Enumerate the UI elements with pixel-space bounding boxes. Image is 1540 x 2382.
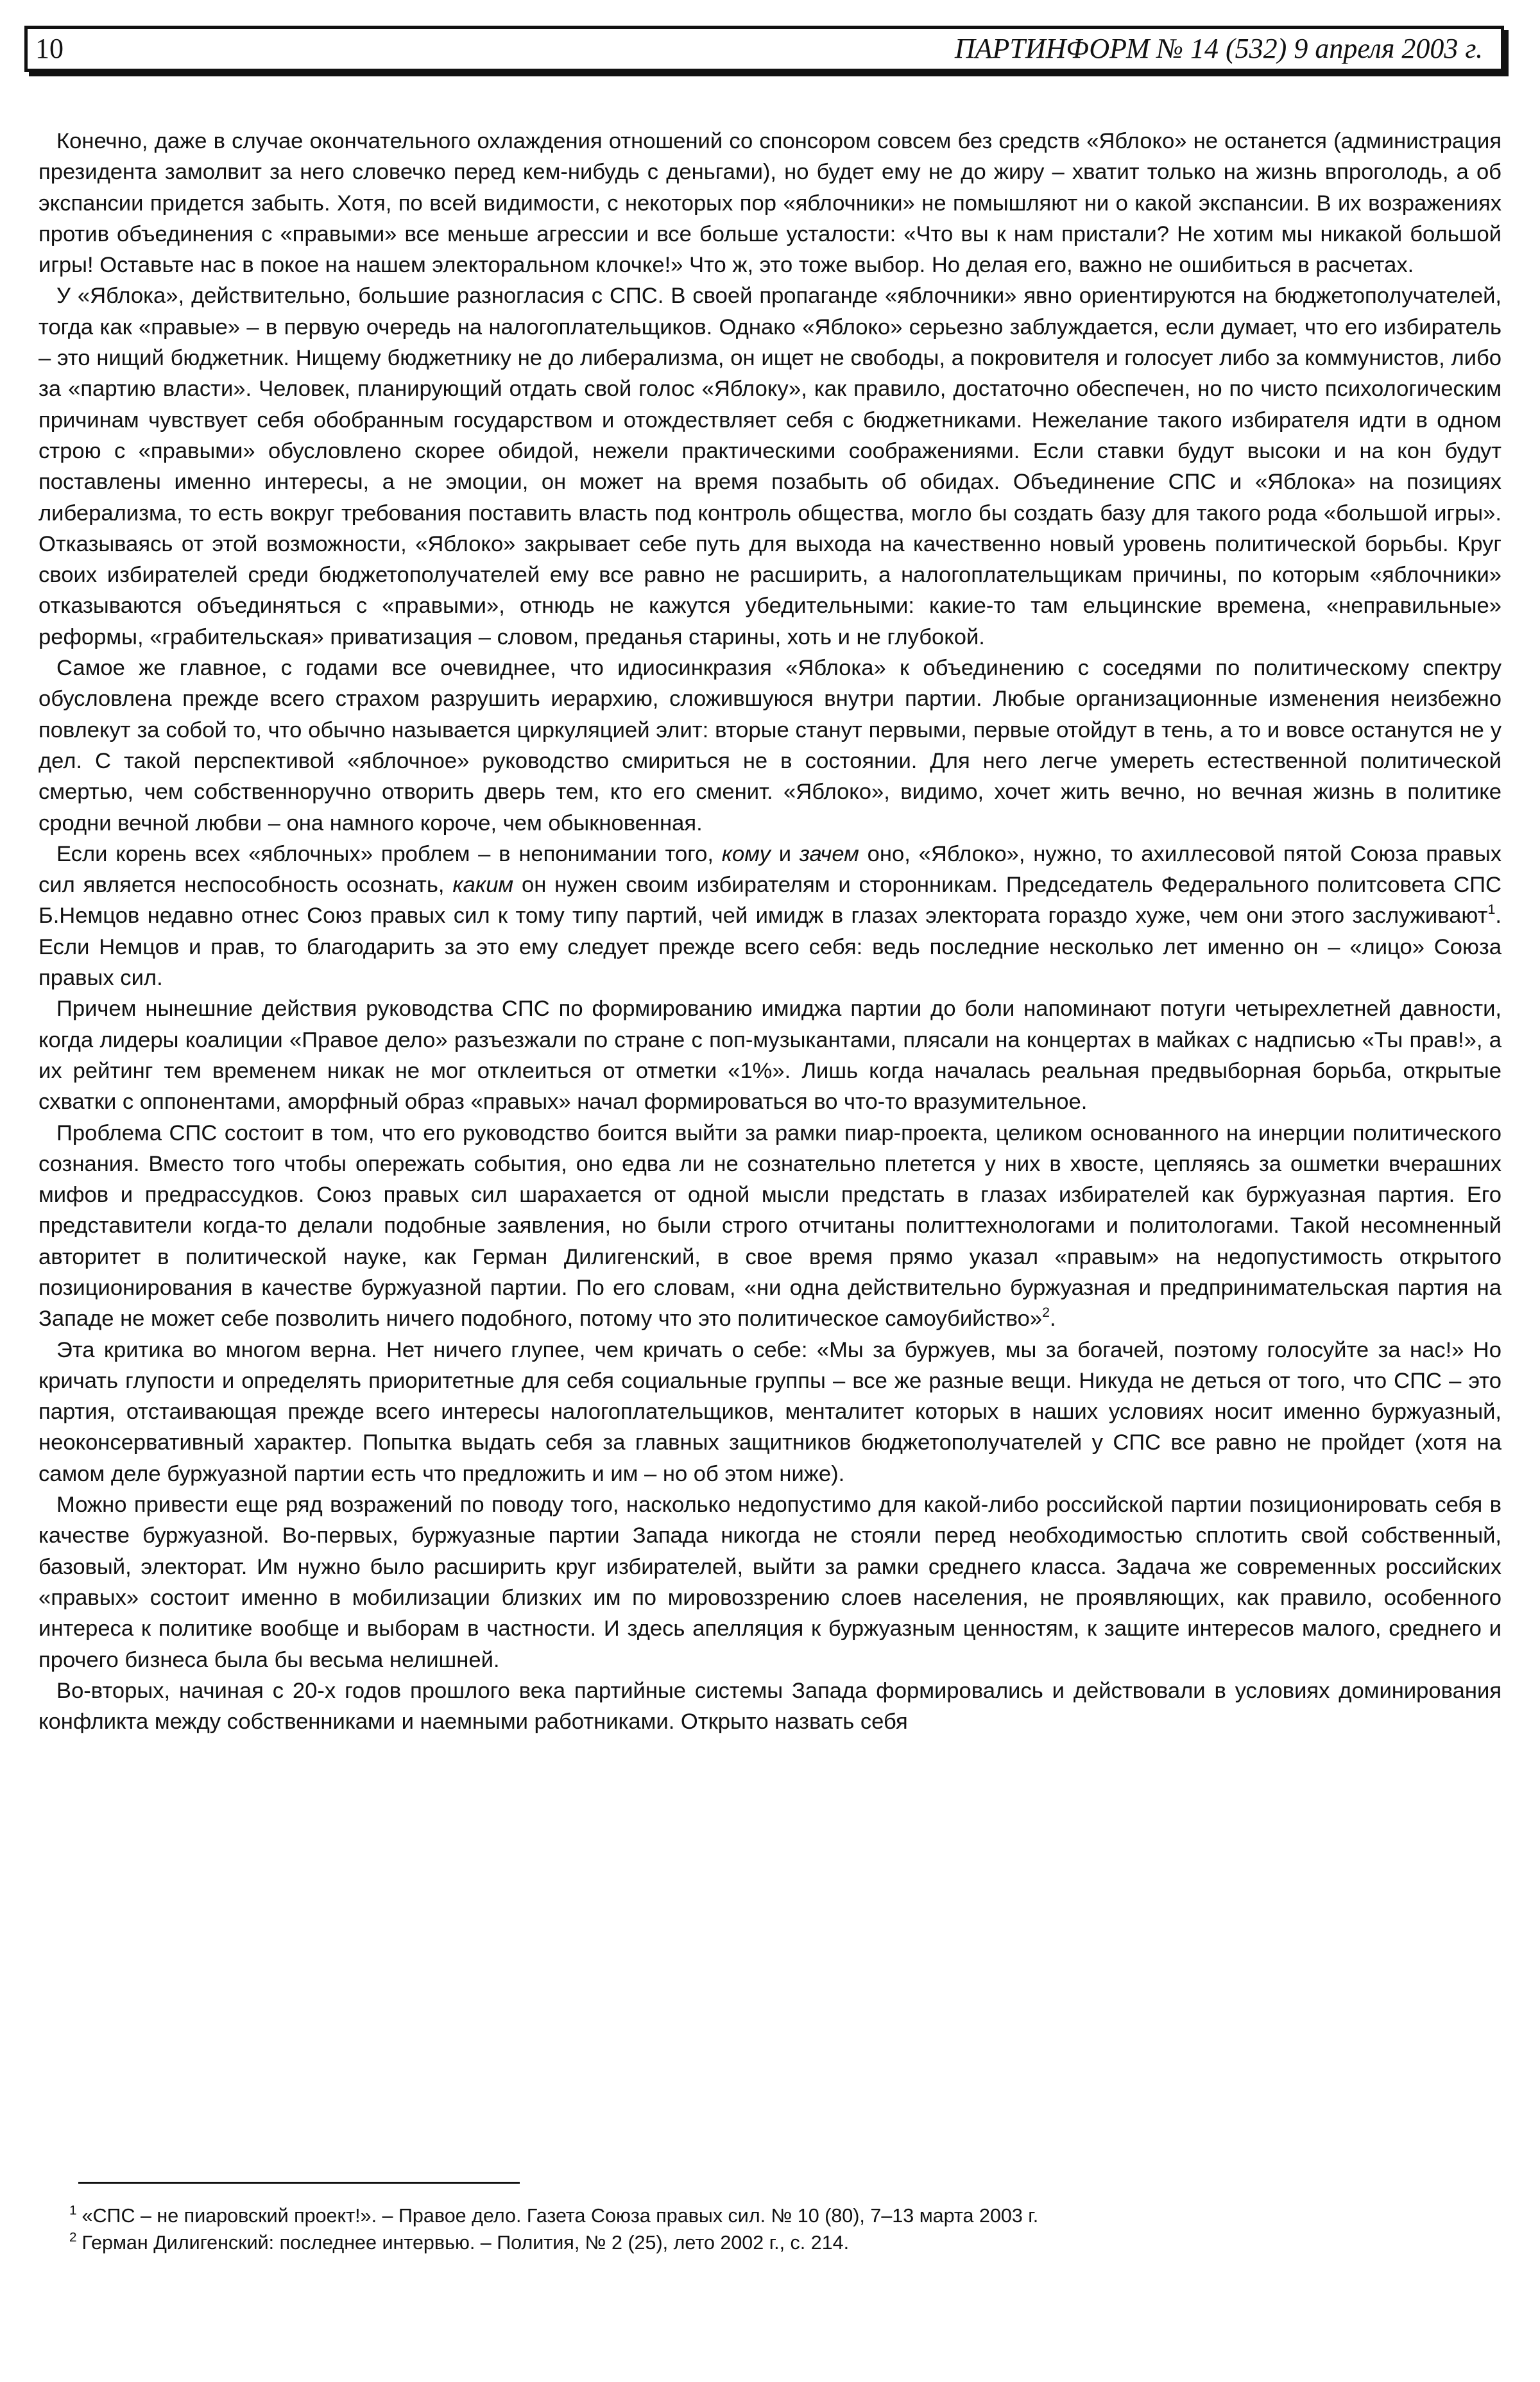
footnote-text: «СПС – не пиаровский проект!». – Правое дело. Газета Союза правых сил. № 10 (80), 7–13 марта 2003 г. [81,2205,1039,2227]
article-body [38,126,1502,1737]
page-header [24,26,1504,72]
paragraph-4-text: оно, «Яблоко», нужно, то ахиллесовой пятой Союза правых сил является неспособность осознать, [38,841,1502,898]
paragraph-6-text: . [1050,1307,1056,1332]
paragraph-5: Причем нынешние действия руководства СПС по формированию имиджа партии до боли напоминают потуги четырехлетней давности, когда лидеры коалиции «Правое дело» разъезжали по стране с поп-музыкантами, плясали на концертах в майках с надписью «Ты прав!», а их рейтинг тем временем никак не мог отклеиться от отметки «1%». Лишь когда началась реальная предвыборная борьба, открытые схватки с оппонентами, аморфный образ «правых» начал формироваться во что-то вразумительное. [38,997,1502,1115]
footnotes [69,2202,1500,2256]
emphasis-kakim: каким [452,873,514,898]
paragraph-4-text: и [770,841,800,866]
paragraph-2: У «Яблока», действительно, большие разногласия с СПС. В своей пропаганде «яблочники» явно ориентируются на бюджетополучателей, тогда как «правые» – в первую очередь на налогоплательщиков. Однако «Яблоко» серьезно заблуждается, если думает, что его избиратель – это нищий бюджетник. Нищему бюджетнику не до либерализма, он ищет не свободы, а покровителя и голосует либо за коммунистов, либо за «партию власти». Человек, планирующий отдать свой голос «Яблоку», как правило, достаточно обеспечен, но по чисто психологическим причинам чувствует себя обобранным государством и отождествляет себя с бюджетниками. Нежелание такого избирателя идти в одном строю с «правыми» обусловлено скорее обидой, нежели практическими соображениями. Если ставки будут высоки и на кон будут поставлены именно интересы, а не эмоции, он может на время позабыть об обидах. Объединение СПС и «Яблока» на позициях либерализма, то есть вокруг требования поставить власть под контроль общества, могло бы создать базу для такого рода «большой игры». Отказываясь от этой возможности, «Яблоко» закрывает себе путь для выхода на качественно новый уровень политической борьбы. Круг своих избирателей среди бюджетополучателей ему все равно не расширить, а налогоплательщикам причины, по которым «яблочники» отказываются объединяться с «правыми», отнюдь не кажутся убедительными: какие-то там ельцинские времена, «неправильные» реформы, «грабительская» приватизация – словом, преданья старины, хоть и не глубокой. [38,284,1502,649]
footnote-number: 2 [69,2229,77,2245]
footnote-text: Герман Дилигенский: последнее интервью. – Полития, № 2 (25), лето 2002 г., с. 214. [81,2232,850,2254]
footnote-divider [78,2182,520,2184]
paragraph-9: Во-вторых, начиная с 20-х годов прошлого века партийные системы Запада формировались и действовали в условиях доминирования конфликта между собственниками и наемными работниками. Открыто назвать себя [38,1678,1502,1735]
issue-title: ПАРТИНФОРМ № 14 (532) 9 апреля 2003 г. [954,33,1483,64]
page-number: 10 [35,33,64,64]
paragraph-1: Конечно, даже в случае окончательного охлаждения отношений со спонсором совсем без средств «Яблоко» не останется (администрация президента замолвит за него словечко перед кем-нибудь с деньгами), но будет ему не до жиру – хватит только на жизнь впроголодь, а об экспансии придется забыть. Хотя, по всей видимости, с некоторых пор «яблочники» не помышляют ни о какой экспансии. В их возражениях против объединения с «правыми» все меньше агрессии и все больше усталости: «Что вы к нам пристали? Не хотим мы никакой большой игры! Оставьте нас в покое на нашем электоральном клочке!» Что ж, это тоже выбор. Но делая его, важно не ошибиться в расчетах. [38,129,1502,278]
emphasis-zachem: зачем [799,841,859,866]
paragraph-4-text: он нужен своим избирателям и сторонникам. Председатель Федерального политсовета СПС Б.Немцов недавно отнес Союз правых сил к тому типу партий, чей имидж в глазах электората гораздо хуже, чем они этого заслуживают [38,873,1502,929]
footnote-ref-2[interactable]: 2 [1042,1305,1050,1321]
emphasis-kому: кому [721,841,771,866]
paragraph-6-text: Проблема СПС состоит в том, что его руководство боится выйти за рамки пиар-проекта, целиком основанного на инерции политического сознания. Вместо того чтобы опережать события, оно едва ли не сознательно плетется у них в хвосте, цепляясь за ошметки вчерашних мифов и предрассудков. Союз правых сил шарахается от одной мысли предстать в глазах избирателей как буржуазная партия. Его представители когда-то делали подобные заявления, но были строго отчитаны политтехнологами и политологами. Такой несомненный авторитет в политической науке, как Герман Дилигенский, в свое время прямо указал «правым» на недопустимость открытого позиционирования в качестве буржуазной партии. По его словам, «ни одна действительно буржуазная и предпринимательская партия на Западе не может себе позволить ничего подобного, потому что это политическое самоубийство» [38,1120,1502,1332]
paragraph-4-text: . Если Немцов и прав, то благодарить за это ему следует прежде всего себя: ведь последние несколько лет именно он – «лицо» Союза правых сил. [38,904,1502,991]
paragraph-4 [38,839,1502,993]
paragraph-6 [38,1118,1502,1335]
footnote-1 [69,2202,1500,2229]
footnote-ref-1[interactable]: 1 [1487,902,1496,918]
paragraph-3: Самое же главное, с годами все очевиднее, что идиосинкразия «Яблока» к объединению с соседями по политическому спектру обусловлена прежде всего страхом разрушить иерархию, сложившуюся внутри партии. Любые организационные изменения неизбежно повлекут за собой то, что обычно называется циркуляцией элит: вторые станут первыми, первые отойдут в тень, а то и вовсе останутся не у дел. С такой перспективой «яблочное» руководство смириться не в состоянии. Для него легче умереть естественной политической смертью, чем собственноручно отворить дверь тем, кто его сменит. «Яблоко», видимо, хочет жить вечно, но вечная жизнь в политике сродни вечной любви – она намного короче, чем обыкновенная. [38,656,1502,835]
footnote-number: 1 [69,2202,77,2218]
paragraph-4-text: Если корень всех «яблочных» проблем – в непонимании того, [56,841,722,866]
paragraph-8: Можно привести еще ряд возражений по поводу того, насколько недопустимо для какой-либо российской партии позиционировать себя в качестве буржуазной. Во-первых, буржуазные партии Запада никогда не стояли перед необходимостью сплотить свой собственный, базовый, электорат. Им нужно было расширить круг избирателей, выйти за рамки среднего класса. Задача же современных российских «правых» состоит именно в мобилизации близких им по мировоззрению слоев населения, не проявляющих, как правило, особенного интереса к политике вообще и выборам в частности. И здесь апелляция к буржуазным ценностям, к защите интересов малого, среднего и прочего бизнеса была бы весьма нелишней. [38,1493,1502,1672]
footnote-2 [69,2229,1500,2256]
paragraph-7: Эта критика во многом верна. Нет ничего глупее, чем кричать о себе: «Мы за буржуев, мы за богачей, поэтому голосуйте за нас!» Но кричать глупости и определять приоритетные для себя социальные группы – все же разные вещи. Никуда не деться от того, что СПС – это партия, отстаивающая прежде всего интересы налогоплательщиков, менталитет которых в наших условиях носит именно буржуазный, неоконсервативный характер. Попытка выдать себя за главных защитников бюджетополучателей у СПС все равно не пройдет (хотя на самом деле буржуазной партии есть что предложить и им – но об этом ниже). [38,1337,1502,1486]
